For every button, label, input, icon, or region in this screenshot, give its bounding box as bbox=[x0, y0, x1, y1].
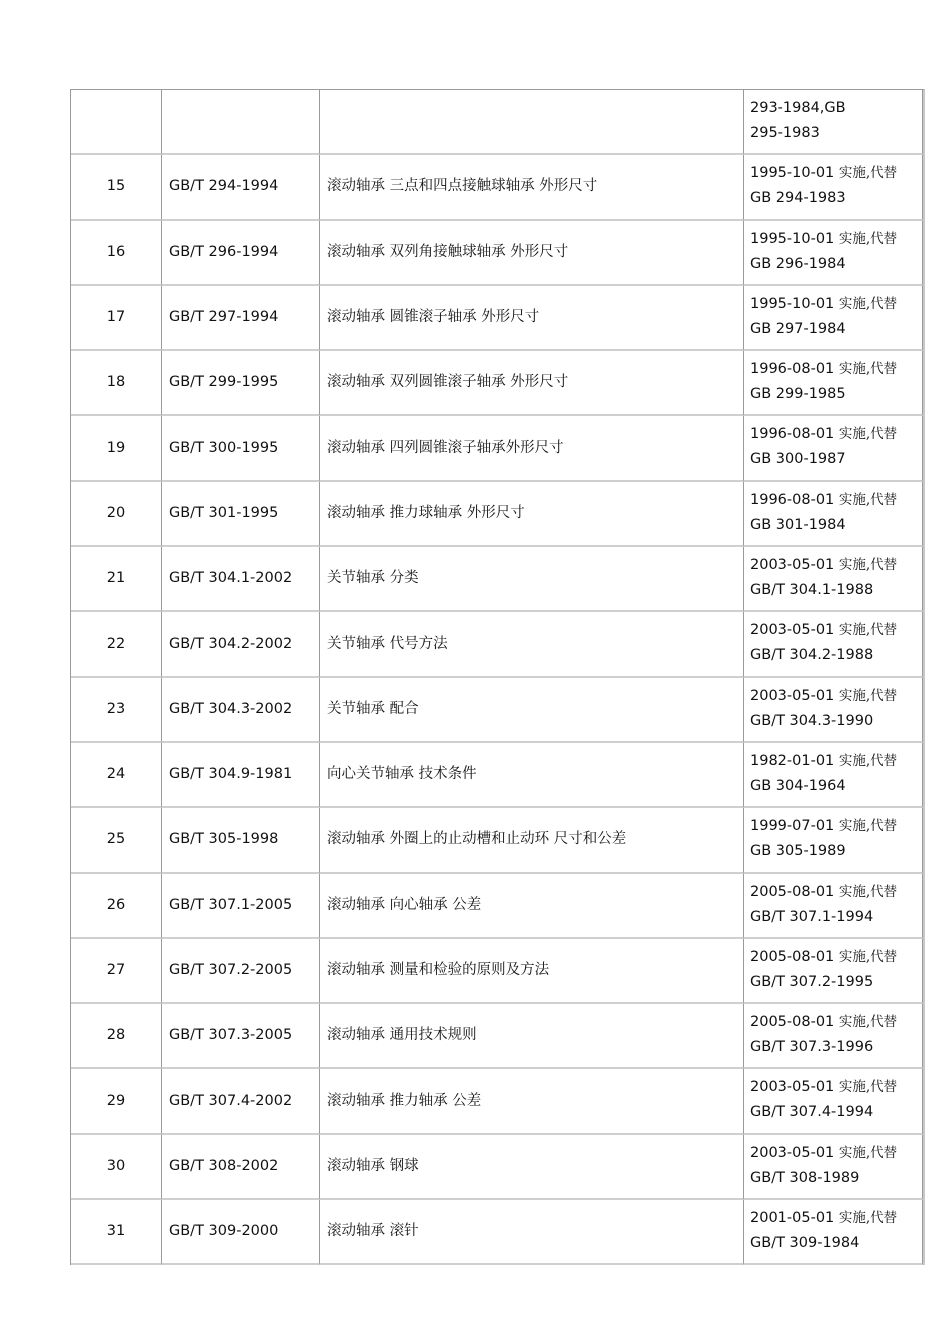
table-row bbox=[71, 155, 923, 220]
note-date-line: 1996-08-01 实施,代替 bbox=[750, 361, 898, 378]
row-number: 19 bbox=[71, 416, 162, 481]
standard-code: GB/T 307.4-2002 bbox=[162, 1069, 320, 1134]
note-date-line: 1982-01-01 实施,代替 bbox=[750, 752, 898, 769]
row-number: 24 bbox=[71, 743, 162, 808]
row-number: 31 bbox=[71, 1200, 162, 1265]
standard-code: GB/T 301-1995 bbox=[162, 482, 320, 547]
note-replaces-line: 295-1983 bbox=[750, 125, 820, 141]
implementation-note bbox=[744, 1200, 923, 1265]
note-replaces-line: GB 294-1983 bbox=[750, 190, 846, 207]
note-date-line: 1995-10-01 实施,代替 bbox=[750, 230, 898, 247]
standard-code: GB/T 304.3-2002 bbox=[162, 678, 320, 743]
implementation-note bbox=[744, 1069, 923, 1134]
table-row bbox=[71, 1004, 923, 1069]
note-date-line: 293-1984,GB bbox=[750, 100, 846, 116]
table-row bbox=[71, 416, 923, 481]
row-number: 17 bbox=[71, 286, 162, 351]
note-replaces-line: GB/T 307.4-1994 bbox=[750, 1104, 874, 1121]
row-number: 27 bbox=[71, 939, 162, 1004]
standard-name: 关节轴承 分类 bbox=[320, 547, 744, 612]
row-number: 30 bbox=[71, 1135, 162, 1200]
table-row bbox=[71, 221, 923, 286]
row-number: 23 bbox=[71, 678, 162, 743]
standard-name bbox=[320, 90, 744, 155]
standard-code: GB/T 300-1995 bbox=[162, 416, 320, 481]
table-row bbox=[71, 1135, 923, 1200]
table-row bbox=[71, 1069, 923, 1134]
row-number: 26 bbox=[71, 874, 162, 939]
standard-code: GB/T 299-1995 bbox=[162, 351, 320, 416]
note-date-line: 1995-10-01 实施,代替 bbox=[750, 165, 898, 182]
implementation-note bbox=[744, 1004, 923, 1069]
note-date-line: 2005-08-01 实施,代替 bbox=[750, 1014, 898, 1031]
standard-name: 关节轴承 代号方法 bbox=[320, 612, 744, 677]
row-number: 25 bbox=[71, 808, 162, 873]
note-date-line: 2003-05-01 实施,代替 bbox=[750, 557, 898, 574]
standard-name: 滚动轴承 钢球 bbox=[320, 1135, 744, 1200]
note-replaces-line: GB/T 308-1989 bbox=[750, 1169, 860, 1186]
implementation-note bbox=[744, 678, 923, 743]
row-number: 22 bbox=[71, 612, 162, 677]
table-row bbox=[71, 874, 923, 939]
standard-code: GB/T 307.2-2005 bbox=[162, 939, 320, 1004]
note-date-line: 1996-08-01 实施,代替 bbox=[750, 426, 898, 443]
table-row bbox=[71, 286, 923, 351]
implementation-note bbox=[744, 874, 923, 939]
note-date-line: 2003-05-01 实施,代替 bbox=[750, 1079, 898, 1096]
note-replaces-line: GB 296-1984 bbox=[750, 255, 846, 272]
standard-name: 滚动轴承 双列角接触球轴承 外形尺寸 bbox=[320, 221, 744, 286]
standard-name: 滚动轴承 通用技术规则 bbox=[320, 1004, 744, 1069]
standard-code: GB/T 307.1-2005 bbox=[162, 874, 320, 939]
implementation-note bbox=[744, 612, 923, 677]
standard-name: 滚动轴承 圆锥滚子轴承 外形尺寸 bbox=[320, 286, 744, 351]
standard-name: 滚动轴承 四列圆锥滚子轴承外形尺寸 bbox=[320, 416, 744, 481]
row-number bbox=[71, 90, 162, 155]
note-replaces-line: GB 297-1984 bbox=[750, 320, 846, 337]
implementation-note bbox=[744, 90, 923, 155]
note-replaces-line: GB/T 307.1-1994 bbox=[750, 908, 874, 925]
implementation-note bbox=[744, 743, 923, 808]
table-row bbox=[71, 808, 923, 873]
table-row bbox=[71, 1200, 923, 1265]
note-replaces-line: GB/T 307.2-1995 bbox=[750, 973, 874, 990]
note-replaces-line: GB/T 304.3-1990 bbox=[750, 712, 874, 729]
implementation-note bbox=[744, 286, 923, 351]
table-row bbox=[71, 482, 923, 547]
table-row bbox=[71, 351, 923, 416]
implementation-note bbox=[744, 221, 923, 286]
note-replaces-line: GB 304-1964 bbox=[750, 777, 846, 794]
note-date-line: 2005-08-01 实施,代替 bbox=[750, 948, 898, 965]
row-number: 18 bbox=[71, 351, 162, 416]
standard-code: GB/T 304.9-1981 bbox=[162, 743, 320, 808]
note-replaces-line: GB 305-1989 bbox=[750, 843, 846, 860]
note-replaces-line: GB 299-1985 bbox=[750, 386, 846, 403]
row-number: 15 bbox=[71, 155, 162, 220]
row-number: 29 bbox=[71, 1069, 162, 1134]
note-date-line: 2001-05-01 实施,代替 bbox=[750, 1210, 898, 1227]
row-number: 16 bbox=[71, 221, 162, 286]
implementation-note bbox=[744, 808, 923, 873]
note-date-line: 1996-08-01 实施,代替 bbox=[750, 491, 898, 508]
standard-code: GB/T 308-2002 bbox=[162, 1135, 320, 1200]
table-row bbox=[71, 678, 923, 743]
row-number: 21 bbox=[71, 547, 162, 612]
implementation-note bbox=[744, 482, 923, 547]
note-replaces-line: GB/T 309-1984 bbox=[750, 1235, 860, 1252]
standard-code: GB/T 305-1998 bbox=[162, 808, 320, 873]
note-date-line: 2003-05-01 实施,代替 bbox=[750, 1144, 898, 1161]
table-row bbox=[71, 743, 923, 808]
standard-name: 滚动轴承 向心轴承 公差 bbox=[320, 874, 744, 939]
standard-name: 滚动轴承 双列圆锥滚子轴承 外形尺寸 bbox=[320, 351, 744, 416]
note-replaces-line: GB/T 304.1-1988 bbox=[750, 582, 874, 599]
standard-code: GB/T 304.1-2002 bbox=[162, 547, 320, 612]
note-date-line: 2005-08-01 实施,代替 bbox=[750, 883, 898, 900]
note-date-line: 1999-07-01 实施,代替 bbox=[750, 818, 898, 835]
standard-name: 滚动轴承 推力轴承 公差 bbox=[320, 1069, 744, 1134]
implementation-note bbox=[744, 1135, 923, 1200]
standards-table bbox=[70, 89, 925, 1265]
standard-code bbox=[162, 90, 320, 155]
note-date-line: 2003-05-01 实施,代替 bbox=[750, 687, 898, 704]
standard-code: GB/T 294-1994 bbox=[162, 155, 320, 220]
table-body bbox=[71, 90, 923, 1265]
table-row bbox=[71, 90, 923, 155]
standard-code: GB/T 304.2-2002 bbox=[162, 612, 320, 677]
table-row bbox=[71, 612, 923, 677]
standard-code: GB/T 309-2000 bbox=[162, 1200, 320, 1265]
table-row bbox=[71, 939, 923, 1004]
standard-name: 滚动轴承 外圈上的止动槽和止动环 尺寸和公差 bbox=[320, 808, 744, 873]
implementation-note bbox=[744, 547, 923, 612]
standard-name: 向心关节轴承 技术条件 bbox=[320, 743, 744, 808]
note-replaces-line: GB 300-1987 bbox=[750, 451, 846, 468]
table-row bbox=[71, 547, 923, 612]
row-number: 20 bbox=[71, 482, 162, 547]
note-date-line: 1995-10-01 实施,代替 bbox=[750, 295, 898, 312]
note-replaces-line: GB 301-1984 bbox=[750, 516, 846, 533]
note-replaces-line: GB/T 304.2-1988 bbox=[750, 647, 874, 664]
standard-name: 滚动轴承 三点和四点接触球轴承 外形尺寸 bbox=[320, 155, 744, 220]
implementation-note bbox=[744, 351, 923, 416]
implementation-note bbox=[744, 155, 923, 220]
standard-name: 滚动轴承 推力球轴承 外形尺寸 bbox=[320, 482, 744, 547]
note-replaces-line: GB/T 307.3-1996 bbox=[750, 1039, 874, 1056]
standard-code: GB/T 297-1994 bbox=[162, 286, 320, 351]
standard-code: GB/T 296-1994 bbox=[162, 221, 320, 286]
note-date-line: 2003-05-01 实施,代替 bbox=[750, 622, 898, 639]
standard-name: 滚动轴承 测量和检验的原则及方法 bbox=[320, 939, 744, 1004]
implementation-note bbox=[744, 939, 923, 1004]
standard-code: GB/T 307.3-2005 bbox=[162, 1004, 320, 1069]
standard-name: 滚动轴承 滚针 bbox=[320, 1200, 744, 1265]
implementation-note bbox=[744, 416, 923, 481]
row-number: 28 bbox=[71, 1004, 162, 1069]
standard-name: 关节轴承 配合 bbox=[320, 678, 744, 743]
